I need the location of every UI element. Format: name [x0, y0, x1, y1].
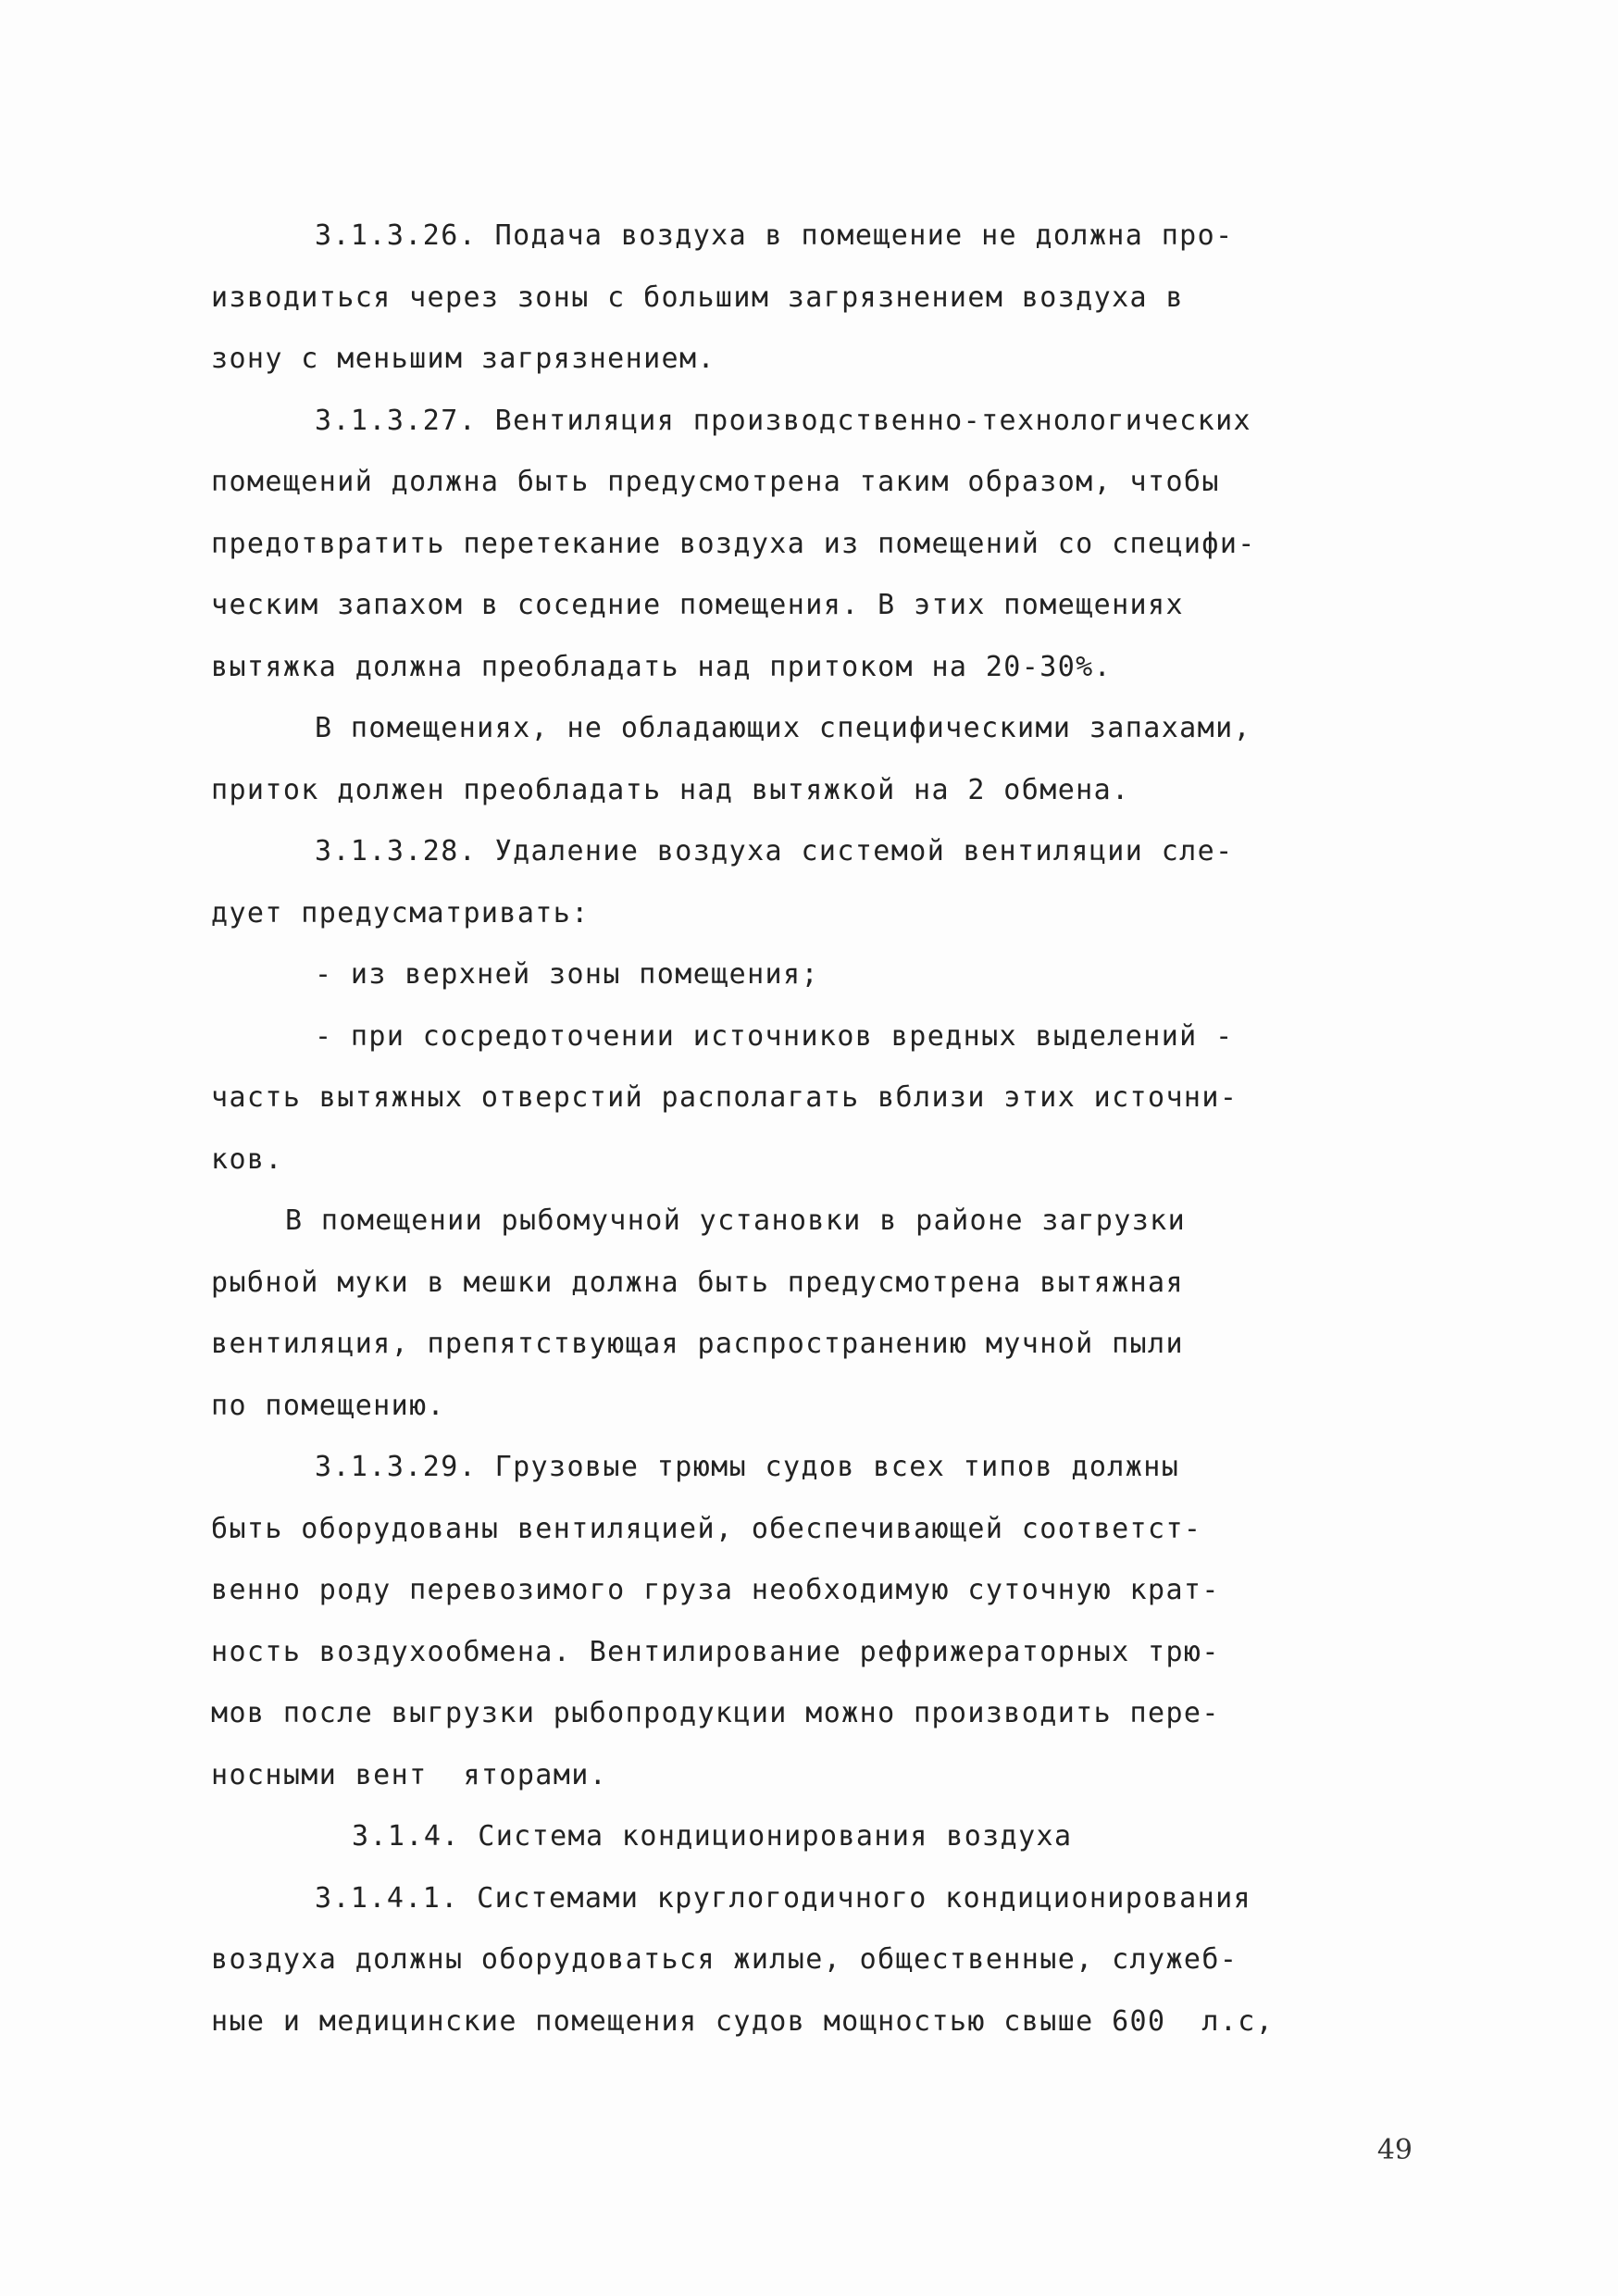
- text-line: предотвратить перетекание воздуха из помещений со специфи-: [211, 527, 1256, 560]
- text-line: рыбной муки в мешки должна быть предусмотрена вытяжная: [211, 1266, 1184, 1299]
- page-number: 49: [1376, 2134, 1413, 2166]
- text-line: В помещении рыбомучной установки в районе загрузки: [285, 1204, 1187, 1237]
- text-line: воздуха должны оборудоваться жилые, общественные, служеб-: [211, 1943, 1238, 1976]
- text-line: часть вытяжных отверстий располагать вблизи этих источни-: [211, 1081, 1238, 1114]
- text-line: венно роду перевозимого груза необходимую суточную крат-: [211, 1574, 1220, 1606]
- text-line: 3.1.4.1. Системами круглогодичного кондиционирования: [315, 1881, 1251, 1915]
- text-line: дует предусматривать:: [211, 896, 590, 930]
- text-line: 3.1.3.27. Вентиляция производственно-технологических: [315, 404, 1251, 437]
- text-line: быть оборудованы вентиляцией, обеспечивающей соответст-: [211, 1512, 1202, 1545]
- text-line: зону с меньшим загрязнением.: [211, 343, 716, 375]
- text-line: 3.1.4. Система кондиционирования воздуха: [352, 1820, 1073, 1853]
- text-line: - при сосредоточении источников вредных выделений -: [315, 1019, 1234, 1053]
- body-text: [211, 206, 1405, 2053]
- text-line: носными вент яторами.: [211, 1758, 608, 1791]
- text-line: В помещениях, не обладающих специфическими запахами,: [315, 712, 1251, 744]
- text-line: мов после выгрузки рыбопродукции можно производить пере-: [211, 1697, 1220, 1729]
- text-line: ные и медицинские помещения судов мощностью свыше 600 л.с,: [211, 2004, 1275, 2038]
- text-line: 3.1.3.29. Грузовые трюмы судов всех типов должны: [315, 1451, 1180, 1483]
- text-line: - из верхней зоны помещения;: [315, 958, 819, 991]
- text-line: 3.1.3.28. Удаление воздуха системой вентиляции сле-: [315, 835, 1234, 867]
- text-line: изводиться через зоны с большим загрязнением воздуха в: [211, 281, 1184, 314]
- text-line: вентиляция, препятствующая распространению мучной пыли: [211, 1328, 1184, 1360]
- text-line: помещений должна быть предусмотрена таким образом, чтобы: [211, 466, 1220, 498]
- text-line: 3.1.3.26. Подача воздуха в помещение не должна про-: [315, 219, 1234, 252]
- text-line: ность воздухообмена. Вентилирование рефрижераторных трю-: [211, 1635, 1220, 1668]
- text-line: ческим запахом в соседние помещения. В этих помещениях: [211, 589, 1184, 621]
- text-line: по помещению.: [211, 1389, 445, 1422]
- text-line: вытяжка должна преобладать над притоком на 20-30%.: [211, 650, 1113, 683]
- text-line: ков.: [211, 1142, 283, 1176]
- text-line: приток должен преобладать над вытяжкой на 2 обмена.: [211, 773, 1130, 806]
